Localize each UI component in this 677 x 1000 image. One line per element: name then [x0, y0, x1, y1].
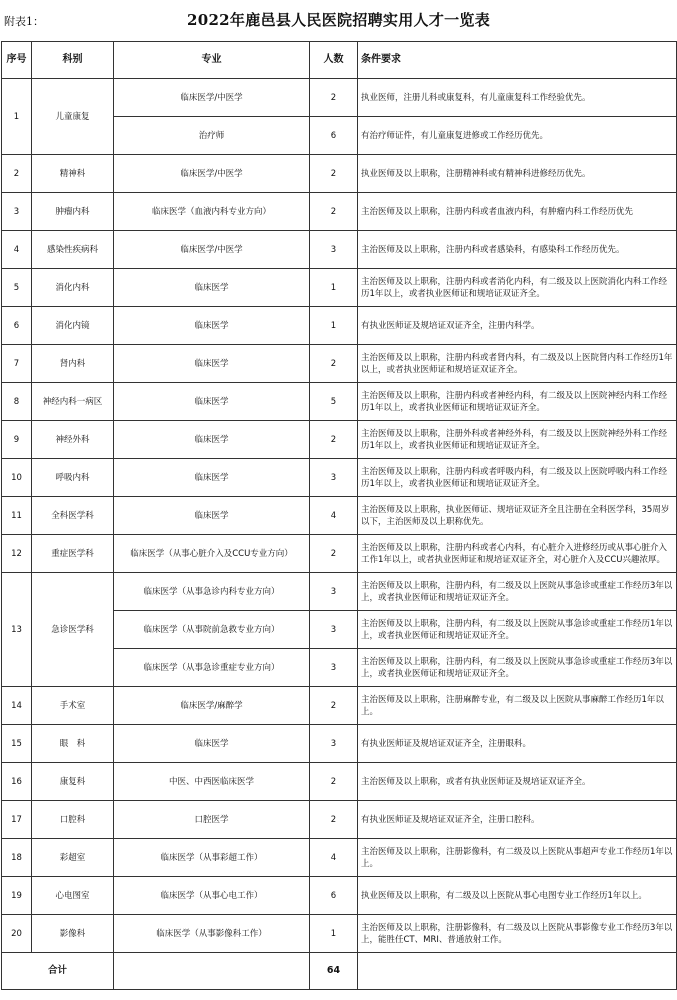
- annex-label: 附表1：: [4, 15, 44, 28]
- department-name: 口腔科: [32, 801, 114, 839]
- total-row: [2, 953, 677, 990]
- major-cell: 口腔医学: [114, 801, 310, 839]
- count-cell: 1: [310, 307, 358, 345]
- requirements-cell: 执业医师，注册儿科或康复科，有儿童康复科工作经验优先。: [358, 79, 677, 117]
- table-row: [2, 573, 677, 611]
- row-number: 9: [2, 421, 32, 459]
- department-name: 彩超室: [32, 839, 114, 877]
- major-cell: 临床医学: [114, 345, 310, 383]
- row-number: 15: [2, 725, 32, 763]
- major-cell: 临床医学: [114, 421, 310, 459]
- table-row: [2, 383, 677, 421]
- table-row: [2, 79, 677, 117]
- total-count: 64: [310, 953, 358, 990]
- count-cell: 2: [310, 155, 358, 193]
- count-cell: 4: [310, 839, 358, 877]
- table-row: [2, 915, 677, 953]
- requirements-cell: 主治医师及以上职称，注册内科或者消化内科，有二级及以上医院消化内科工作经历1年以上，或者执业医师证和规培证双证齐全。: [358, 269, 677, 307]
- count-cell: 3: [310, 231, 358, 269]
- table-row: [2, 497, 677, 535]
- count-cell: 3: [310, 649, 358, 687]
- department-name: 神经内科一病区: [32, 383, 114, 421]
- count-cell: 2: [310, 535, 358, 573]
- requirements-cell: 主治医师及以上职称，或者有执业医师证及规培证双证齐全。: [358, 763, 677, 801]
- table-row: [2, 535, 677, 573]
- requirements-cell: 主治医师及以上职称，注册内科或者呼吸内科，有二级及以上医院呼吸内科工作经历1年以上，或者执业医师证和规培证双证齐全。: [358, 459, 677, 497]
- row-number: 6: [2, 307, 32, 345]
- total-blank-cell: [114, 953, 310, 990]
- major-cell: 临床医学/中医学: [114, 231, 310, 269]
- count-cell: 1: [310, 269, 358, 307]
- department-name: 康复科: [32, 763, 114, 801]
- count-cell: 2: [310, 345, 358, 383]
- row-number: 12: [2, 535, 32, 573]
- requirements-cell: 执业医师及以上职称，有二级及以上医院从事心电图专业工作经历1年以上。: [358, 877, 677, 915]
- department-name: 影像科: [32, 915, 114, 953]
- count-cell: 2: [310, 79, 358, 117]
- requirements-cell: 主治医师及以上职称，注册内科，有二级及以上医院从事急诊或重症工作经历3年以上，或者执业医师证和规培证双证齐全。: [358, 649, 677, 687]
- table-row: [2, 307, 677, 345]
- major-cell: 临床医学: [114, 497, 310, 535]
- recruitment-table: [1, 41, 677, 990]
- table-row: [2, 421, 677, 459]
- department-name: 消化内科: [32, 269, 114, 307]
- department-name: 肾内科: [32, 345, 114, 383]
- header-row: [2, 42, 677, 79]
- row-number: 7: [2, 345, 32, 383]
- department-name: 全科医学科: [32, 497, 114, 535]
- header-no: 序号: [2, 42, 32, 79]
- header-count: 人数: [310, 42, 358, 79]
- row-number: 3: [2, 193, 32, 231]
- row-number: 1: [2, 79, 32, 155]
- table-row: [2, 155, 677, 193]
- requirements-cell: 主治医师及以上职称，注册内科或者神经内科，有二级及以上医院神经内科工作经历1年以上，或者执业医师证和规培证双证齐全。: [358, 383, 677, 421]
- count-cell: 6: [310, 117, 358, 155]
- major-cell: 治疗师: [114, 117, 310, 155]
- major-cell: 临床医学: [114, 383, 310, 421]
- department-name: 呼吸内科: [32, 459, 114, 497]
- major-cell: 中医、中西医临床医学: [114, 763, 310, 801]
- row-number: 17: [2, 801, 32, 839]
- department-name: 消化内镜: [32, 307, 114, 345]
- total-blank-cell: [358, 953, 677, 990]
- count-cell: 3: [310, 611, 358, 649]
- major-cell: 临床医学: [114, 269, 310, 307]
- table-row: [2, 687, 677, 725]
- department-name: 神经外科: [32, 421, 114, 459]
- requirements-cell: 主治医师及以上职称，执业医师证、规培证双证齐全且注册在全科医学科，35周岁以下，主治医师及以上职称优先。: [358, 497, 677, 535]
- table-row: [2, 725, 677, 763]
- row-number: 4: [2, 231, 32, 269]
- major-cell: 临床医学（从事影像科工作）: [114, 915, 310, 953]
- row-number: 14: [2, 687, 32, 725]
- table-row: [2, 839, 677, 877]
- row-number: 2: [2, 155, 32, 193]
- header-major: 专业: [114, 42, 310, 79]
- row-number: 5: [2, 269, 32, 307]
- count-cell: 2: [310, 421, 358, 459]
- requirements-cell: 主治医师及以上职称，注册内科或者血液内科，有肿瘤内科工作经历优先: [358, 193, 677, 231]
- count-cell: 2: [310, 763, 358, 801]
- count-cell: 2: [310, 193, 358, 231]
- row-number: 8: [2, 383, 32, 421]
- table-row: [2, 345, 677, 383]
- count-cell: 1: [310, 915, 358, 953]
- department-name: 重症医学科: [32, 535, 114, 573]
- major-cell: 临床医学: [114, 307, 310, 345]
- table-row: [2, 459, 677, 497]
- department-name: 急诊医学科: [32, 573, 114, 687]
- department-name: 肿瘤内科: [32, 193, 114, 231]
- count-cell: 3: [310, 725, 358, 763]
- department-name: 手术室: [32, 687, 114, 725]
- department-name: 心电图室: [32, 877, 114, 915]
- row-number: 16: [2, 763, 32, 801]
- requirements-cell: 有执业医师证及规培证双证齐全，注册内科学。: [358, 307, 677, 345]
- total-label: 合计: [2, 953, 114, 990]
- count-cell: 3: [310, 573, 358, 611]
- table-row: [2, 801, 677, 839]
- requirements-cell: 主治医师及以上职称，注册内科或者感染科，有感染科工作经历优先。: [358, 231, 677, 269]
- major-cell: 临床医学（从事心电工作）: [114, 877, 310, 915]
- major-cell: 临床医学（从事彩超工作）: [114, 839, 310, 877]
- department-name: 儿童康复: [32, 79, 114, 155]
- count-cell: 5: [310, 383, 358, 421]
- row-number: 18: [2, 839, 32, 877]
- requirements-cell: 主治医师及以上职称，注册外科或者神经外科，有二级及以上医院神经外科工作经历1年以上，或者执业医师证和规培证双证齐全。: [358, 421, 677, 459]
- requirements-cell: 主治医师及以上职称，注册影像科，有二级及以上医院从事超声专业工作经历1年以上。: [358, 839, 677, 877]
- table-row: [2, 877, 677, 915]
- major-cell: 临床医学/中医学: [114, 79, 310, 117]
- table-row: [2, 193, 677, 231]
- major-cell: 临床医学/中医学: [114, 155, 310, 193]
- requirements-cell: 主治医师及以上职称，注册麻醉专业，有二级及以上医院从事麻醉工作经历1年以上。: [358, 687, 677, 725]
- header-dept: 科别: [32, 42, 114, 79]
- department-name: 感染性疾病科: [32, 231, 114, 269]
- requirements-cell: 主治医师及以上职称，注册影像科，有二级及以上医院从事影像专业工作经历3年以上，能胜任CT、MRI、普通放射工作。: [358, 915, 677, 953]
- requirements-cell: 有治疗师证件，有儿童康复进修或工作经历优先。: [358, 117, 677, 155]
- count-cell: 6: [310, 877, 358, 915]
- row-number: 13: [2, 573, 32, 687]
- count-cell: 3: [310, 459, 358, 497]
- row-number: 20: [2, 915, 32, 953]
- major-cell: 临床医学: [114, 725, 310, 763]
- count-cell: 2: [310, 687, 358, 725]
- row-number: 10: [2, 459, 32, 497]
- page-title: 2022年鹿邑县人民医院招聘实用人才一览表: [186, 11, 491, 29]
- department-name: 眼 科: [32, 725, 114, 763]
- requirements-cell: 主治医师及以上职称，注册内科，有二级及以上医院从事急诊或重症工作经历1年以上，或者执业医师证和规培证双证齐全。: [358, 611, 677, 649]
- major-cell: 临床医学（从事院前急救专业方向）: [114, 611, 310, 649]
- department-name: 精神科: [32, 155, 114, 193]
- requirements-cell: 主治医师及以上职称，注册内科，有二级及以上医院从事急诊或重症工作经历3年以上，或者执业医师证和规培证双证齐全。: [358, 573, 677, 611]
- header-requirements: 条件要求: [358, 42, 677, 79]
- major-cell: 临床医学/麻醉学: [114, 687, 310, 725]
- major-cell: 临床医学（从事急诊内科专业方向）: [114, 573, 310, 611]
- requirements-cell: 有执业医师证及规培证双证齐全，注册口腔科。: [358, 801, 677, 839]
- major-cell: 临床医学（从事心脏介入及CCU专业方向）: [114, 535, 310, 573]
- table-row: [2, 763, 677, 801]
- requirements-cell: 执业医师及以上职称，注册精神科或有精神科进修经历优先。: [358, 155, 677, 193]
- table-row: [2, 269, 677, 307]
- major-cell: 临床医学（从事急诊重症专业方向）: [114, 649, 310, 687]
- row-number: 11: [2, 497, 32, 535]
- major-cell: 临床医学（血液内科专业方向）: [114, 193, 310, 231]
- requirements-cell: 主治医师及以上职称，注册内科或者肾内科，有二级及以上医院肾内科工作经历1年以上，或者执业医师证和规培证双证齐全。: [358, 345, 677, 383]
- major-cell: 临床医学: [114, 459, 310, 497]
- table-row: [2, 231, 677, 269]
- row-number: 19: [2, 877, 32, 915]
- count-cell: 4: [310, 497, 358, 535]
- requirements-cell: 主治医师及以上职称，注册内科或者心内科，有心脏介入进修经历或从事心脏介入工作1年以上，或者执业医师证和规培证双证齐全，对心脏介入及CCU兴趣浓厚。: [358, 535, 677, 573]
- requirements-cell: 有执业医师证及规培证双证齐全，注册眼科。: [358, 725, 677, 763]
- count-cell: 2: [310, 801, 358, 839]
